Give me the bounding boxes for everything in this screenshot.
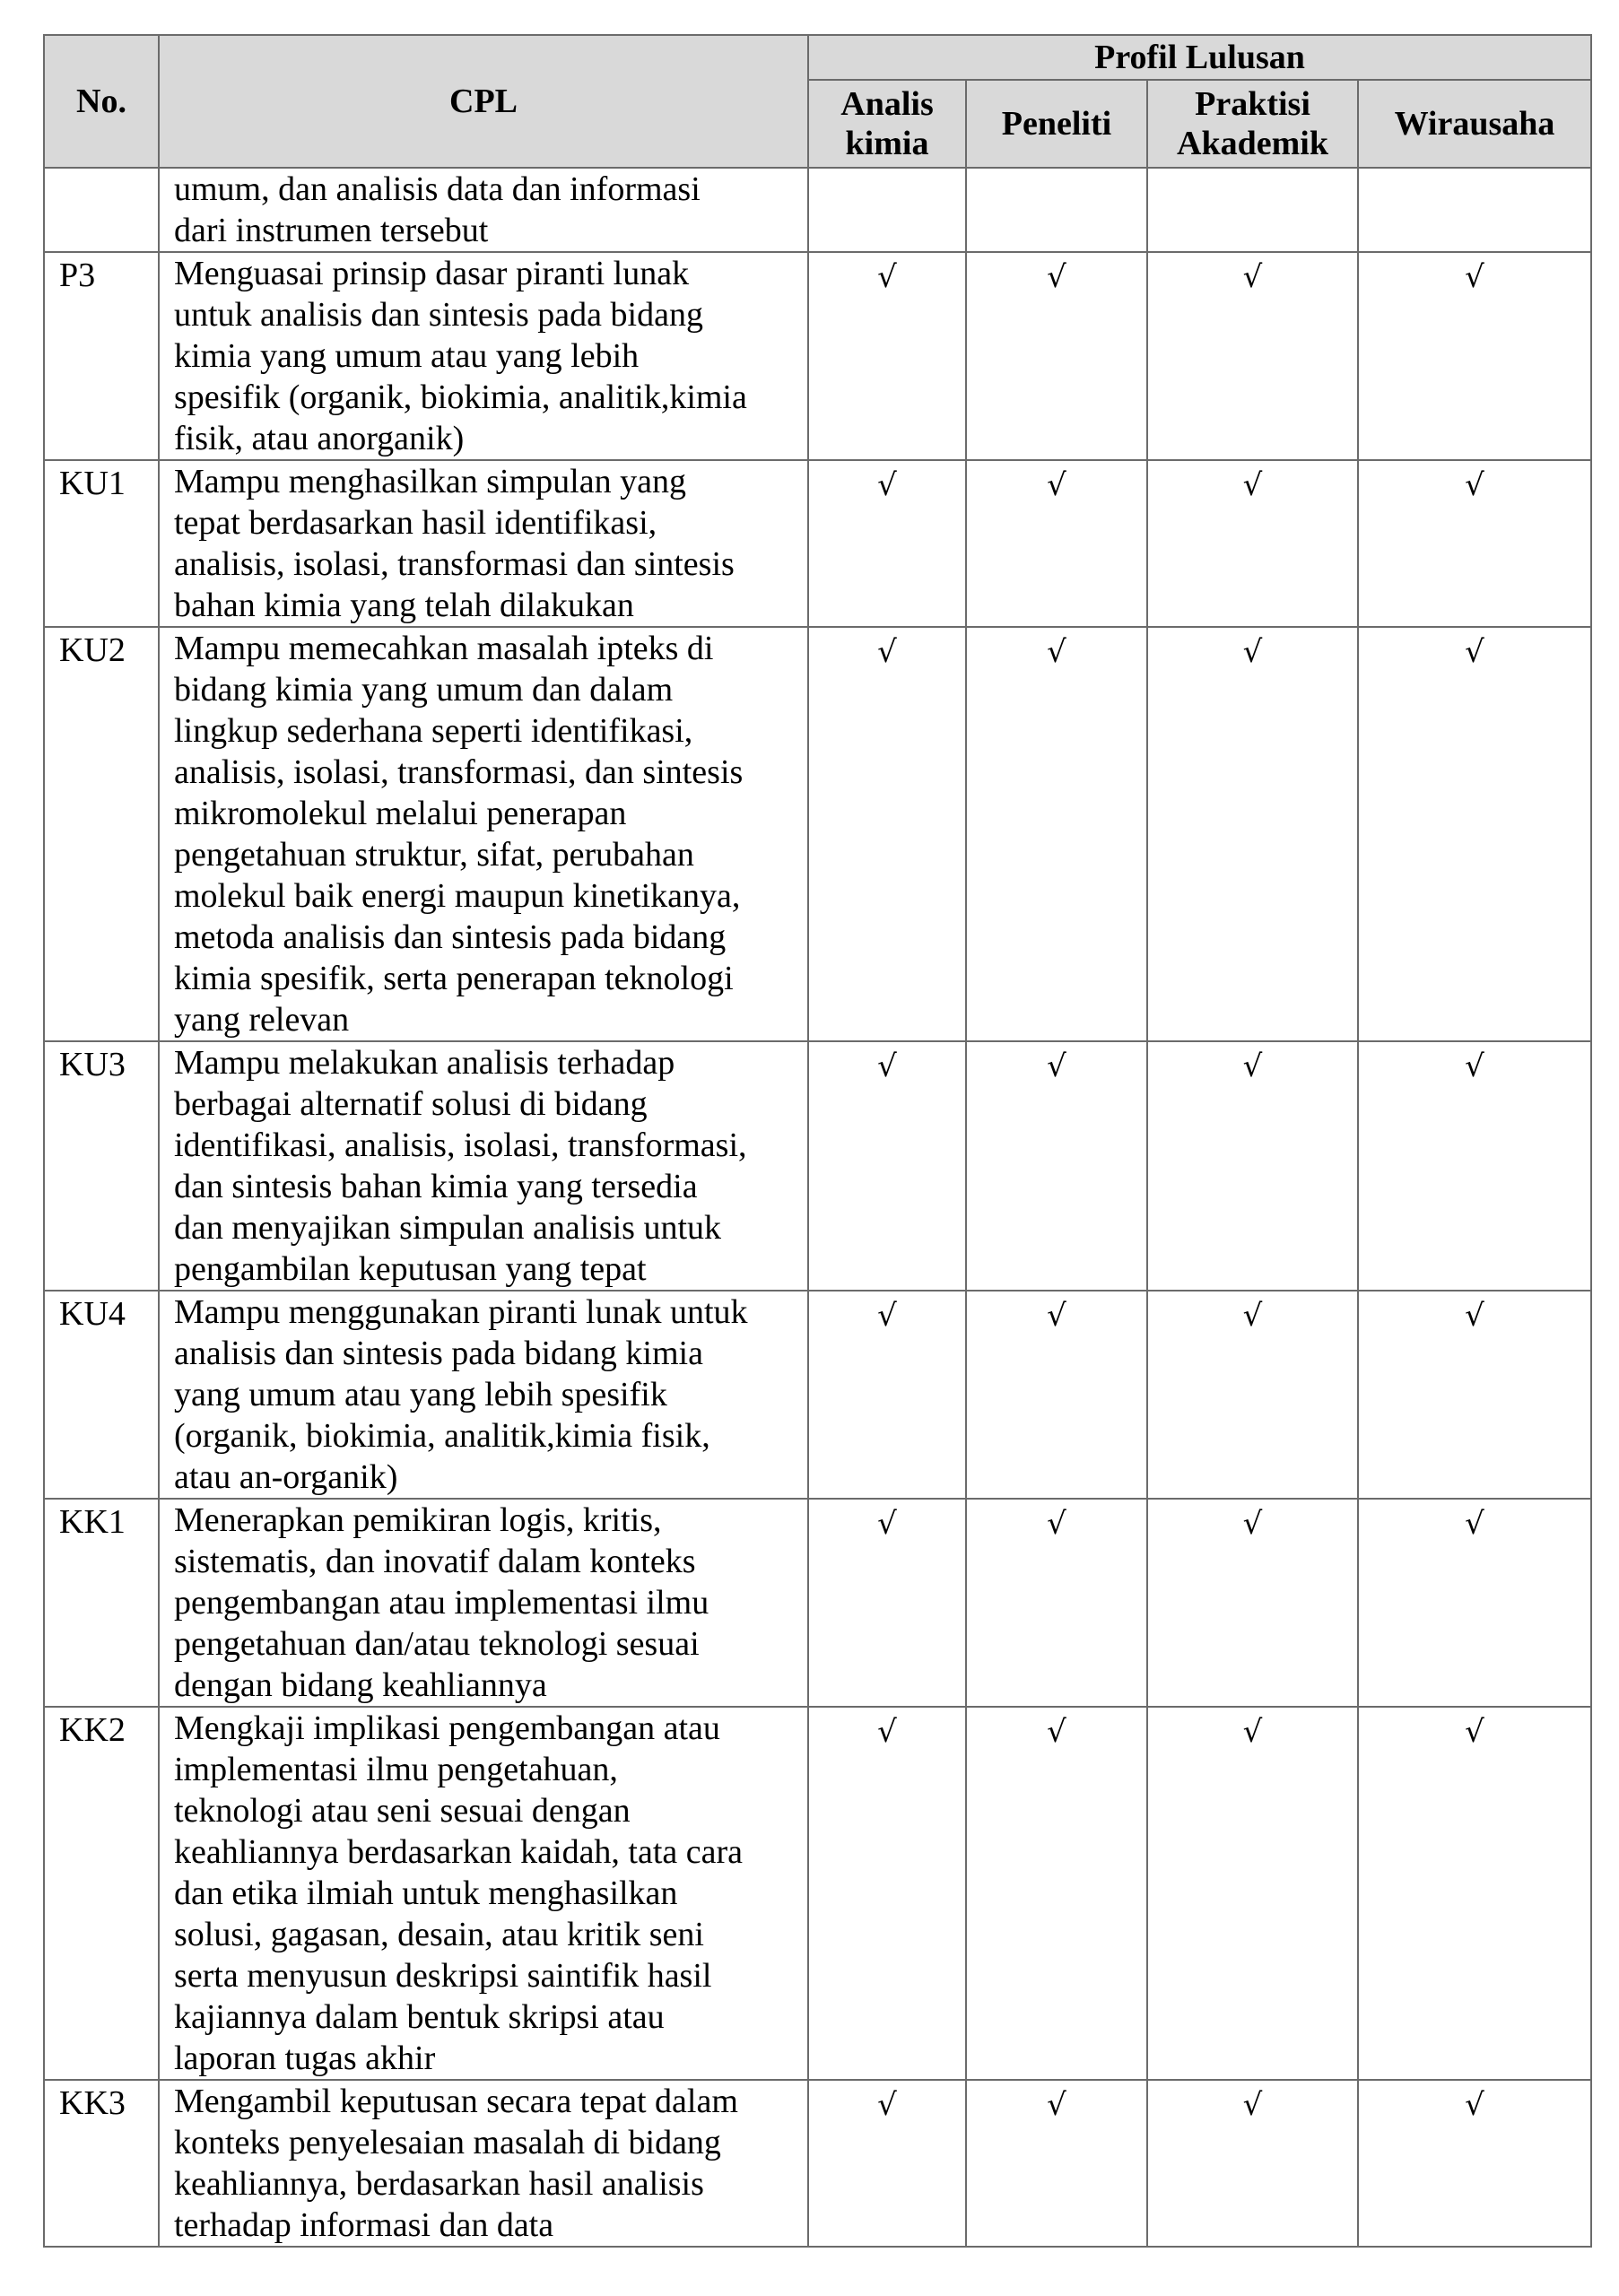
check-mark-wirausaha: √ (1358, 1707, 1591, 2080)
cpl-description-line: sistematis, dan inovatif dalam konteks (174, 1543, 696, 1580)
table-row (44, 2080, 1591, 2247)
cpl-description-line: fisik, atau anorganik) (174, 420, 465, 457)
cpl-code: KU1 (44, 460, 159, 627)
header-no: No. (44, 35, 159, 168)
check-mark-peneliti (966, 168, 1147, 252)
cpl-description-line: laporan tugas akhir (174, 2039, 436, 2077)
header-peneliti-label: Peneliti (1001, 105, 1112, 143)
cpl-description-line: pengambilan keputusan yang tepat (174, 1250, 647, 1288)
table-body (44, 168, 1591, 2247)
cpl-description-line: terhadap informasi dan data (174, 2206, 554, 2244)
check-mark-analis-kimia: √ (808, 1041, 966, 1291)
cpl-code: KK2 (44, 1707, 159, 2080)
cpl-description-line: bidang kimia yang umum dan dalam (174, 671, 674, 709)
cpl-description-line: Mampu memecahkan masalah ipteks di (174, 630, 714, 667)
cpl-description-line: spesifik (organik, biokimia, analitik,kimia (174, 378, 747, 416)
cpl-description (159, 627, 808, 1041)
table-header (44, 35, 1591, 168)
cpl-description (159, 460, 808, 627)
cpl-description-line: Mengkaji implikasi pengembangan atau (174, 1709, 720, 1747)
cpl-description-line: berbagai alternatif solusi di bidang (174, 1085, 648, 1123)
check-mark-peneliti: √ (966, 460, 1147, 627)
check-mark-praktisi-akademik: √ (1147, 1499, 1358, 1707)
cpl-description-line: Mampu menghasilkan simpulan yang (174, 463, 686, 500)
check-mark-analis-kimia: √ (808, 1291, 966, 1499)
table-row (44, 252, 1591, 460)
cpl-code: KU3 (44, 1041, 159, 1291)
check-mark-analis-kimia (808, 168, 966, 252)
table-row (44, 1041, 1591, 1291)
check-mark-wirausaha: √ (1358, 460, 1591, 627)
cpl-description-line: Mengambil keputusan secara tepat dalam (174, 2083, 738, 2120)
header-row-top (44, 35, 1591, 80)
cpl-description-line: teknologi atau seni sesuai dengan (174, 1792, 631, 1830)
cpl-description-line: identifikasi, analisis, isolasi, transformasi, (174, 1126, 747, 1164)
cpl-code: KK3 (44, 2080, 159, 2247)
header-wirausaha-label: Wirausaha (1394, 105, 1555, 143)
header-praktisi-akademik (1147, 80, 1358, 168)
cpl-description-line: analisis dan sintesis pada bidang kimia (174, 1335, 703, 1372)
cpl-code: KK1 (44, 1499, 159, 1707)
cpl-description-line: untuk analisis dan sintesis pada bidang (174, 296, 703, 334)
cpl-code (44, 168, 159, 252)
cpl-description-line: (organik, biokimia, analitik,kimia fisik, (174, 1417, 710, 1455)
check-mark-peneliti: √ (966, 252, 1147, 460)
cpl-description (159, 1041, 808, 1291)
cpl-description-line: dengan bidang keahliannya (174, 1666, 547, 1704)
header-profil-lulusan: Profil Lulusan (808, 35, 1591, 80)
cpl-description-line: atau an-organik) (174, 1458, 398, 1496)
cpl-code: P3 (44, 252, 159, 460)
cpl-description-line: lingkup sederhana seperti identifikasi, (174, 712, 693, 750)
cpl-description-line: yang relevan (174, 1001, 350, 1039)
cpl-description (159, 252, 808, 460)
header-peneliti (966, 80, 1147, 168)
cpl-description-line: kajiannya dalam bentuk skripsi atau (174, 1998, 665, 2036)
check-mark-analis-kimia: √ (808, 1707, 966, 2080)
cpl-description-line: pengetahuan dan/atau teknologi sesuai (174, 1625, 700, 1663)
cpl-description-line: dan etika ilmiah untuk menghasilkan (174, 1874, 678, 1912)
cpl-description-line: Menerapkan pemikiran logis, kritis, (174, 1501, 662, 1539)
table-row (44, 627, 1591, 1041)
check-mark-peneliti: √ (966, 1041, 1147, 1291)
cpl-description-line: umum, dan analisis data dan informasi (174, 170, 701, 208)
table-row (44, 1707, 1591, 2080)
header-analis-kimia-line1: Analis (840, 85, 934, 123)
cpl-description-line: solusi, gagasan, desain, atau kritik seni (174, 1916, 704, 1953)
cpl-code: KU4 (44, 1291, 159, 1499)
check-mark-wirausaha: √ (1358, 1041, 1591, 1291)
table-row (44, 168, 1591, 252)
check-mark-analis-kimia: √ (808, 460, 966, 627)
cpl-profile-table (43, 34, 1592, 2248)
cpl-description-line: mikromolekul melalui penerapan (174, 795, 627, 832)
header-analis-kimia-line2: kimia (845, 125, 929, 162)
cpl-description-line: analisis, isolasi, transformasi, dan sintesis (174, 753, 744, 791)
header-analis-kimia (808, 80, 966, 168)
table-row (44, 1291, 1591, 1499)
cpl-description-line: pengembangan atau implementasi ilmu (174, 1584, 709, 1622)
cpl-description-line: Mampu menggunakan piranti lunak untuk (174, 1293, 748, 1331)
table-row (44, 460, 1591, 627)
cpl-description-line: bahan kimia yang telah dilakukan (174, 587, 634, 624)
check-mark-analis-kimia: √ (808, 627, 966, 1041)
check-mark-praktisi-akademik: √ (1147, 1707, 1358, 2080)
cpl-description-line: serta menyusun deskripsi saintifik hasil (174, 1957, 712, 1995)
cpl-description-line: Menguasai prinsip dasar piranti lunak (174, 255, 690, 292)
check-mark-wirausaha: √ (1358, 1291, 1591, 1499)
cpl-description-line: metoda analisis dan sintesis pada bidang (174, 918, 727, 956)
cpl-description-line: pengetahuan struktur, sifat, perubahan (174, 836, 694, 874)
cpl-description (159, 1707, 808, 2080)
cpl-description-line: implementasi ilmu pengetahuan, (174, 1751, 618, 1788)
check-mark-peneliti: √ (966, 627, 1147, 1041)
cpl-description-line: analisis, isolasi, transformasi dan sintesis (174, 545, 735, 583)
check-mark-wirausaha: √ (1358, 252, 1591, 460)
check-mark-praktisi-akademik: √ (1147, 627, 1358, 1041)
check-mark-praktisi-akademik (1147, 168, 1358, 252)
cpl-description-line: konteks penyelesaian masalah di bidang (174, 2124, 721, 2161)
check-mark-analis-kimia: √ (808, 252, 966, 460)
check-mark-peneliti: √ (966, 1499, 1147, 1707)
cpl-description (159, 1499, 808, 1707)
cpl-description-line: keahliannya, berdasarkan hasil analisis (174, 2165, 704, 2203)
check-mark-praktisi-akademik: √ (1147, 1291, 1358, 1499)
header-wirausaha (1358, 80, 1591, 168)
cpl-description-line: kimia yang umum atau yang lebih (174, 337, 640, 375)
check-mark-analis-kimia: √ (808, 1499, 966, 1707)
cpl-description (159, 2080, 808, 2247)
header-cpl: CPL (159, 35, 808, 168)
cpl-description-line: yang umum atau yang lebih spesifik (174, 1376, 667, 1413)
cpl-description-line: dari instrumen tersebut (174, 212, 489, 249)
check-mark-wirausaha (1358, 168, 1591, 252)
header-praktisi-akademik-line1: Praktisi (1195, 85, 1310, 123)
cpl-description-line: keahliannya berdasarkan kaidah, tata cara (174, 1833, 744, 1871)
check-mark-praktisi-akademik: √ (1147, 460, 1358, 627)
check-mark-analis-kimia: √ (808, 2080, 966, 2247)
cpl-description-line: Mampu melakukan analisis terhadap (174, 1044, 675, 1082)
cpl-description-line: dan menyajikan simpulan analisis untuk (174, 1209, 722, 1247)
check-mark-wirausaha: √ (1358, 1499, 1591, 1707)
cpl-description-line: dan sintesis bahan kimia yang tersedia (174, 1168, 698, 1205)
check-mark-praktisi-akademik: √ (1147, 252, 1358, 460)
cpl-description-line: tepat berdasarkan hasil identifikasi, (174, 504, 657, 542)
check-mark-praktisi-akademik: √ (1147, 2080, 1358, 2247)
header-praktisi-akademik-line2: Akademik (1177, 125, 1328, 162)
cpl-description-line: kimia spesifik, serta penerapan teknologi (174, 960, 734, 997)
cpl-code: KU2 (44, 627, 159, 1041)
check-mark-wirausaha: √ (1358, 627, 1591, 1041)
check-mark-wirausaha: √ (1358, 2080, 1591, 2247)
check-mark-peneliti: √ (966, 2080, 1147, 2247)
cpl-description (159, 1291, 808, 1499)
check-mark-peneliti: √ (966, 1291, 1147, 1499)
check-mark-praktisi-akademik: √ (1147, 1041, 1358, 1291)
cpl-description-line: molekul baik energi maupun kinetikanya, (174, 877, 741, 915)
table-row (44, 1499, 1591, 1707)
check-mark-peneliti: √ (966, 1707, 1147, 2080)
cpl-description (159, 168, 808, 252)
